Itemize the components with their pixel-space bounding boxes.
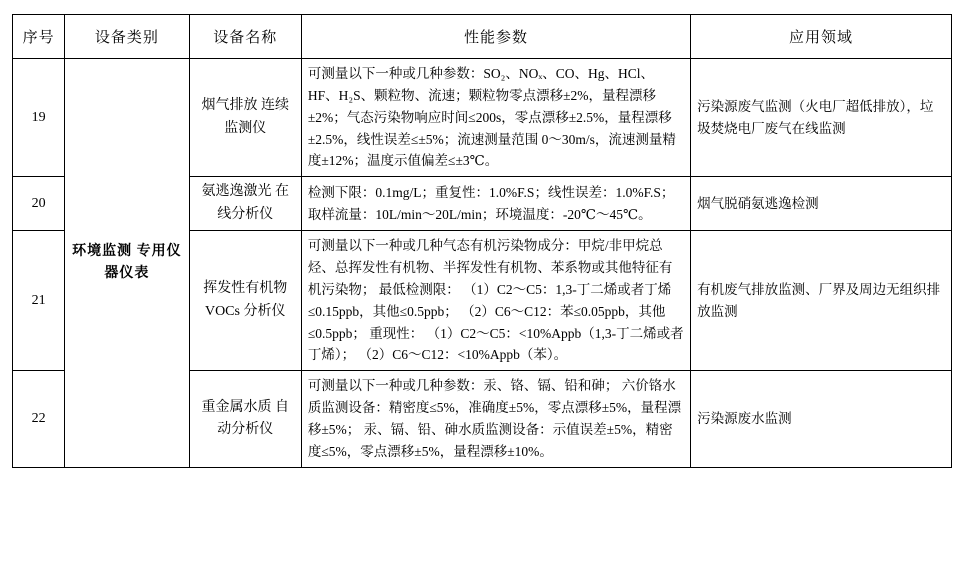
- equipment-name: 重金属水质 自动分析仪: [189, 371, 301, 467]
- performance-params: 检测下限：0.1mg/L；重复性：1.0%F.S；线性误差：1.0%F.S；取样流量：10L/min～20L/min；环境温度：-20℃～45℃。: [301, 177, 690, 231]
- table-header: [13, 15, 952, 59]
- row-number: 22: [13, 371, 65, 467]
- equipment-spec-table: [12, 14, 952, 468]
- application-field: 污染源废气监测（火电厂超低排放），垃圾焚烧电厂废气在线监测: [691, 59, 952, 177]
- row-number: 20: [13, 177, 65, 231]
- row-number: 21: [13, 231, 65, 371]
- equipment-name: 挥发性有机物 VOCs 分析仪: [189, 231, 301, 371]
- row-number: 19: [13, 59, 65, 177]
- header-cell-no: 序号: [13, 15, 65, 59]
- header-row: [13, 15, 952, 59]
- table-body: [13, 59, 952, 468]
- application-field: 有机废气排放监测、厂界及周边无组织排放监测: [691, 231, 952, 371]
- table-row: [13, 59, 952, 177]
- header-cell-category: 设备类别: [65, 15, 189, 59]
- header-cell-name: 设备名称: [189, 15, 301, 59]
- equipment-name: 烟气排放 连续监测仪: [189, 59, 301, 177]
- equipment-name: 氨逃逸激光 在线分析仪: [189, 177, 301, 231]
- performance-params: 可测量以下一种或几种参数：SO₂、NOₓ、CO、Hg、HCl、HF、H₂S、颗粒物、流速；颗粒物零点漂移±2%，量程漂移±2%；气态污染物响应时间≤200s，零点漂移±2.5%，量程漂移±2.5%，线性误差≤±5%；流速测量范围 0～30m/s，流速测量精度±12%；温度示值偏差≤±3℃。: [301, 59, 690, 177]
- header-cell-params: 性能参数: [301, 15, 690, 59]
- performance-params: 可测量以下一种或几种气态有机污染物成分：甲烷/非甲烷总烃、总挥发性有机物、半挥发性有机物、苯系物或其他特征有机污染物； 最低检测限： （1）C2～C5：1,3-丁二烯或者丁烯≤0.15ppb，其他≤0.5ppb； （2）C6～C12：苯≤0.05ppb，其他≤0.5ppb； 重现性： （1）C2～C5：<10%Appb（1,3-丁二烯或者丁烯）； （2）C6～C12：<10%Appb（苯）。: [301, 231, 690, 371]
- performance-params: 可测量以下一种或几种参数：汞、铬、镉、铅和砷； 六价铬水质监测设备：精密度≤5%，准确度±5%，零点漂移±5%，量程漂移±5%； 汞、镉、铅、砷水质监测设备：示值误差±5%，精密度≤5%，零点漂移±5%，量程漂移±10%。: [301, 371, 690, 467]
- application-field: 烟气脱硝氨逃逸检测: [691, 177, 952, 231]
- header-cell-field: 应用领域: [691, 15, 952, 59]
- application-field: 污染源废水监测: [691, 371, 952, 467]
- category-cell: 环境监测 专用仪器仪表: [65, 59, 189, 468]
